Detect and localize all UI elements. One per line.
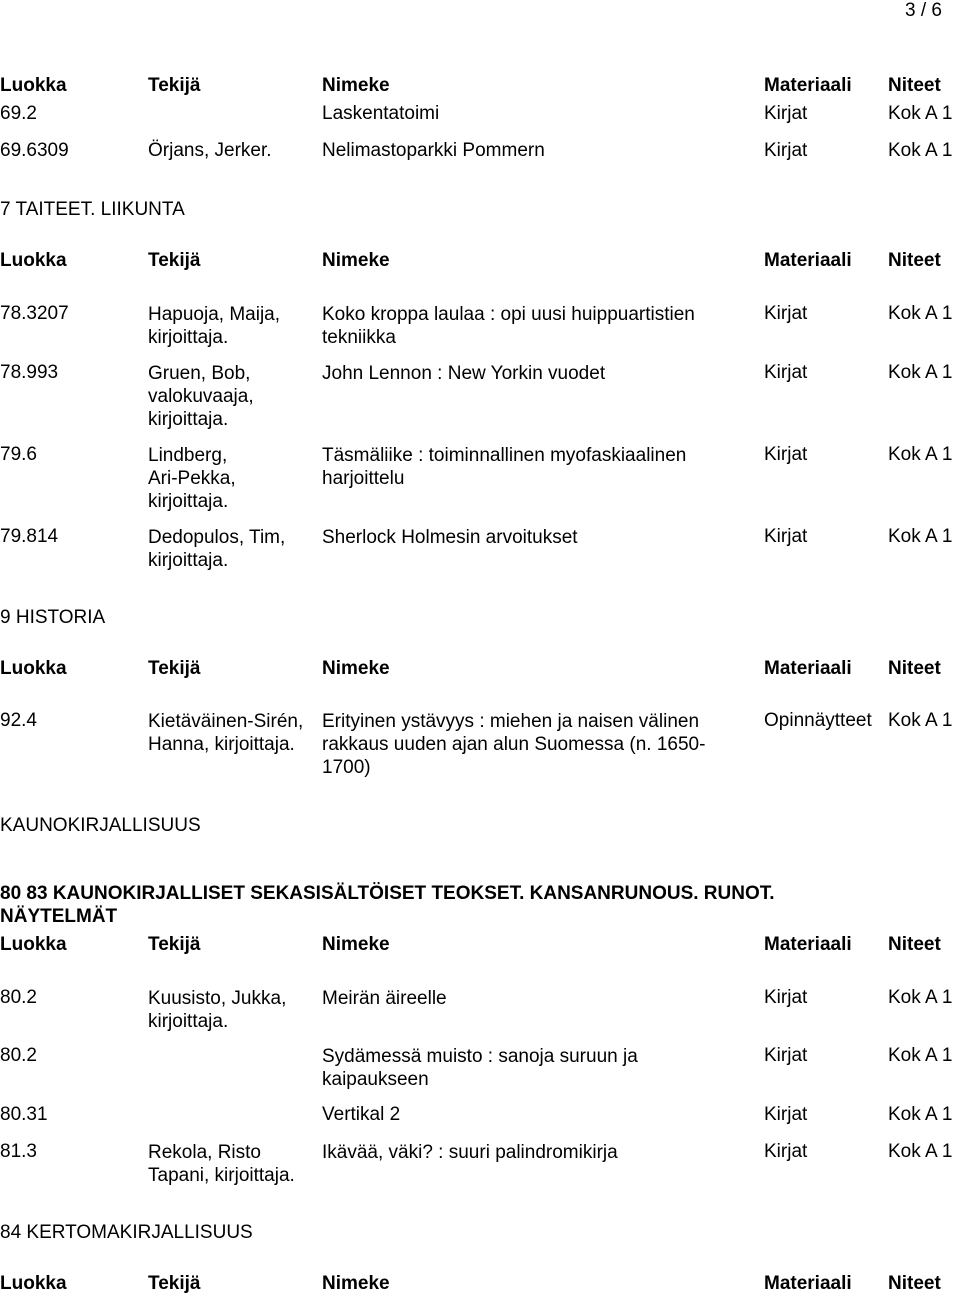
cell-tekija: Örjans, Jerker.: [148, 140, 272, 161]
header-niteet: Niteet: [888, 250, 941, 271]
table-header: [0, 1273, 960, 1295]
cell-tekija: Gruen, Bob, valokuvaaja, kirjoittaja.: [148, 363, 254, 430]
header-tekija: Tekijä: [148, 250, 201, 271]
header-nimeke: Nimeke: [322, 1273, 390, 1294]
table-row: [0, 103, 960, 125]
table-row: [0, 1045, 960, 1090]
section-heading: 7 TAITEET. LIIKUNTA: [0, 199, 185, 220]
header-materiaali: Materiaali: [764, 75, 852, 96]
header-luokka: Luokka: [0, 934, 67, 955]
table-row: [0, 526, 960, 571]
header-materiaali: Materiaali: [764, 658, 852, 679]
cell-materiaali: Kirjat: [764, 1141, 808, 1162]
section-heading: KAUNOKIRJALLISUUS: [0, 815, 201, 836]
cell-nimeke: Täsmäliike : toiminnallinen myofaskiaalinen harjoittelu: [322, 445, 687, 489]
cell-luokka: 80.2: [0, 1045, 37, 1066]
cell-luokka: 80.31: [0, 1104, 48, 1125]
cell-tekija: Lindberg, Ari-Pekka, kirjoittaja.: [148, 445, 236, 512]
cell-materiaali: Kirjat: [764, 1104, 808, 1125]
cell-tekija: Dedopulos, Tim, kirjoittaja.: [148, 527, 286, 571]
table-header: [0, 250, 960, 272]
cell-materiaali: Kirjat: [764, 444, 808, 465]
cell-niteet: Kok A 1: [888, 987, 953, 1008]
table-row: [0, 303, 960, 348]
table-row: [0, 444, 960, 512]
header-tekija: Tekijä: [148, 658, 201, 679]
table-header: [0, 658, 960, 680]
cell-luokka: 92.4: [0, 710, 37, 731]
header-nimeke: Nimeke: [322, 75, 390, 96]
cell-materiaali: Opinnäytteet: [764, 710, 872, 731]
header-tekija: Tekijä: [148, 934, 201, 955]
header-materiaali: Materiaali: [764, 250, 852, 271]
cell-materiaali: Kirjat: [764, 140, 808, 161]
cell-luokka: 81.3: [0, 1141, 37, 1162]
cell-materiaali: Kirjat: [764, 362, 808, 383]
table-row: [0, 710, 960, 778]
header-niteet: Niteet: [888, 1273, 941, 1294]
cell-luokka: 78.993: [0, 362, 59, 383]
table-header: [0, 934, 960, 956]
header-tekija: Tekijä: [148, 1273, 201, 1294]
cell-materiaali: Kirjat: [764, 303, 808, 324]
header-nimeke: Nimeke: [322, 250, 390, 271]
cell-nimeke: Nelimastoparkki Pommern: [322, 140, 545, 161]
header-luokka: Luokka: [0, 250, 67, 271]
header-luokka: Luokka: [0, 75, 67, 96]
header-tekija: Tekijä: [148, 75, 201, 96]
cell-luokka: 79.6: [0, 444, 37, 465]
header-luokka: Luokka: [0, 658, 67, 679]
cell-nimeke: Meirän äireelle: [322, 988, 447, 1009]
cell-nimeke: John Lennon : New Yorkin vuodet: [322, 363, 606, 384]
cell-niteet: Kok A 1: [888, 1141, 953, 1162]
cell-tekija: Rekola, Risto Tapani, kirjoittaja.: [148, 1142, 295, 1186]
cell-niteet: Kok A 1: [888, 710, 953, 731]
cell-nimeke: Koko kroppa laulaa : opi uusi huippuartistien tekniikka: [322, 304, 695, 348]
cell-luokka: 79.814: [0, 526, 59, 547]
cell-materiaali: Kirjat: [764, 103, 808, 124]
subsection-heading: 80 83 KAUNOKIRJALLISET SEKASISÄLTÖISET TEOKSET. KANSANRUNOUS. RUNOT. NÄYTELMÄT: [0, 883, 775, 927]
cell-materiaali: Kirjat: [764, 987, 808, 1008]
table-row: [0, 140, 960, 162]
cell-nimeke: Vertikal 2: [322, 1104, 401, 1125]
header-niteet: Niteet: [888, 934, 941, 955]
cell-nimeke: Ikävää, väki? : suuri palindromikirja: [322, 1142, 618, 1163]
cell-tekija: Kietäväinen-Sirén, Hanna, kirjoittaja.: [148, 711, 304, 755]
cell-luokka: 80.2: [0, 987, 37, 1008]
header-niteet: Niteet: [888, 75, 941, 96]
cell-nimeke: Laskentatoimi: [322, 103, 440, 124]
cell-nimeke: Sherlock Holmesin arvoitukset: [322, 527, 578, 548]
cell-niteet: Kok A 1: [888, 1045, 953, 1066]
table-row: [0, 1141, 960, 1186]
cell-niteet: Kok A 1: [888, 526, 953, 547]
cell-materiaali: Kirjat: [764, 526, 808, 547]
cell-niteet: Kok A 1: [888, 1104, 953, 1125]
cell-luokka: 69.6309: [0, 140, 69, 161]
cell-tekija: Kuusisto, Jukka, kirjoittaja.: [148, 988, 287, 1032]
cell-luokka: 78.3207: [0, 303, 69, 324]
cell-niteet: Kok A 1: [888, 362, 953, 383]
header-niteet: Niteet: [888, 658, 941, 679]
cell-luokka: 69.2: [0, 103, 37, 124]
table-row: [0, 362, 960, 430]
cell-niteet: Kok A 1: [888, 303, 953, 324]
table-header: [0, 75, 960, 97]
section-heading: 84 KERTOMAKIRJALLISUUS: [0, 1222, 253, 1243]
section-heading: 9 HISTORIA: [0, 607, 106, 628]
header-nimeke: Nimeke: [322, 934, 390, 955]
page-number: 3 / 6: [905, 0, 942, 21]
cell-nimeke: Erityinen ystävyys : miehen ja naisen välinen rakkaus uuden ajan alun Suomessa (n. 1650-1700): [322, 711, 706, 778]
table-row: [0, 1104, 960, 1126]
table-row: [0, 987, 960, 1032]
cell-niteet: Kok A 1: [888, 140, 953, 161]
header-luokka: Luokka: [0, 1273, 67, 1294]
cell-materiaali: Kirjat: [764, 1045, 808, 1066]
header-nimeke: Nimeke: [322, 658, 390, 679]
header-materiaali: Materiaali: [764, 1273, 852, 1294]
cell-nimeke: Sydämessä muisto : sanoja suruun ja kaipaukseen: [322, 1046, 638, 1090]
cell-niteet: Kok A 1: [888, 103, 953, 124]
header-materiaali: Materiaali: [764, 934, 852, 955]
cell-niteet: Kok A 1: [888, 444, 953, 465]
cell-tekija: Hapuoja, Maija, kirjoittaja.: [148, 304, 281, 348]
